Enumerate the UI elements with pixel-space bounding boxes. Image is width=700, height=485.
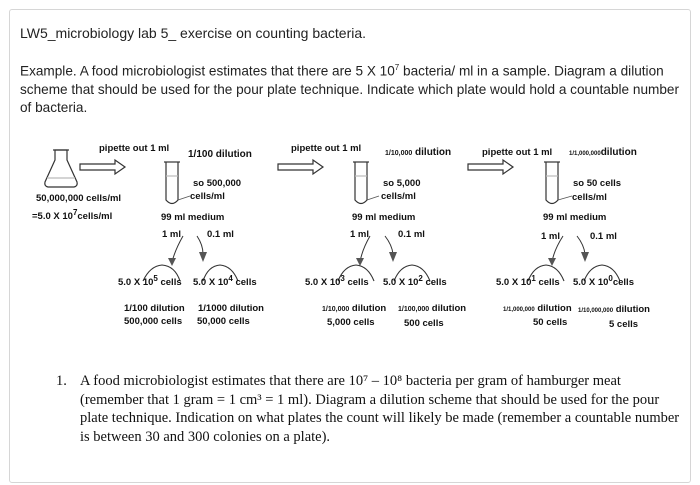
tube-3-vol-left: 1 ml: [541, 231, 561, 242]
dilution-label-2: 1/10,000 dilution: [385, 147, 452, 158]
question-text: A food microbiologist estimates that there are 10⁷ – 10⁸ bacteria per gram of hamburger meat (remember that 1 gram = 1 cm³ = 1 ml). Diagram a dilution scheme that should be used for the pour plate technique. Indication on what plates the count will likely be made (remember a countable number is between 30 and 300 colonies on a plate).: [80, 373, 680, 445]
plate-2b-label: 5.0 X $10^2$ cells: [383, 274, 447, 289]
pipette-drop-icons: [168, 252, 589, 266]
tube-1-medium: 99 ml medium: [161, 212, 225, 223]
plate-transfer-lines: [172, 236, 585, 262]
plate-3a-label: 5.0 X $10^1$ cells: [496, 274, 560, 289]
example-text-end: bacteria/ ml in a sample. Diagram a dilution scheme that should be used for the pour plate technique. Indicate which plate would hold a countable number of bacteria.: [20, 63, 679, 115]
tube-1-vol-left: 1 ml: [162, 229, 182, 240]
tube-3-so-text: so 50 cells: [573, 178, 622, 189]
plate-1a-label: 5.0 X $10^5$ cells: [118, 274, 182, 289]
plate-3b-count: 5 cells: [609, 319, 639, 330]
start-concentration-sci: =5.0 X $10^7cells/ml$: [32, 208, 113, 223]
plate-1b-count: 50,000 cells: [197, 316, 250, 327]
transfer-arrow-1: [80, 160, 125, 174]
tube-2-vol-left: 1 ml: [350, 229, 370, 240]
tube-2-vol-right: 0.1 ml: [398, 229, 425, 240]
plate-3a-dilution: 1/1,000,000 dilution: [503, 303, 572, 314]
transfer-arrow-2: [278, 160, 323, 174]
tube-1-vol-right: 0.1 ml: [207, 229, 234, 240]
dilution-tube-icon: [544, 162, 560, 204]
plate-1a-dilution: 1/100 dilution: [124, 303, 185, 314]
example-text-start: Example. A food microbiologist estimates that there are 5 X 10: [20, 63, 395, 79]
tube-1-so-text: so 500,000: [193, 178, 242, 189]
tube-2-so-text: so 5,000: [383, 178, 421, 189]
tube-1-cells: cells/ml: [190, 191, 225, 202]
dilution-tube-icon: [353, 162, 369, 204]
plate-2a-label: 5.0 X $10^3$ cells: [305, 274, 369, 289]
plate-2b-count: 500 cells: [404, 318, 444, 329]
plate-3b-label: 5.0 X $10^0cells$: [573, 274, 634, 289]
tube-3-vol-right: 0.1 ml: [590, 231, 617, 242]
tube-2-medium: 99 ml medium: [352, 212, 416, 223]
dilution-label-3: 1/1,000,000dilution: [569, 147, 637, 158]
example-exponent: 7: [394, 63, 400, 72]
plate-1b-label: 5.0 X $10^4$ cells: [193, 274, 257, 289]
plate-1a-count: 500,000 cells: [124, 316, 183, 327]
tube-3-medium: 99 ml medium: [543, 212, 607, 223]
plate-3b-dilution: 1/10,000,000 dilution: [578, 304, 650, 315]
worksheet-title: LW5_microbiology lab 5_ exercise on counting bacteria.: [20, 25, 367, 41]
question-number: 1.: [56, 373, 67, 389]
flask-icon: [45, 150, 77, 187]
tube-3-cells: cells/ml: [572, 192, 607, 203]
tube-2-cells: cells/ml: [381, 191, 416, 202]
pipette-label-2: pipette out 1 ml: [291, 143, 362, 154]
plate-2a-count: 5,000 cells: [327, 317, 375, 328]
dilution-label-1: 1/100 dilution: [188, 149, 252, 160]
pipette-label-3: pipette out 1 ml: [482, 147, 553, 158]
dilution-tube-icon: [164, 162, 180, 204]
pipette-label-1: pipette out 1 ml: [99, 143, 170, 154]
transfer-arrow-3: [468, 160, 513, 174]
plate-3a-count: 50 cells: [533, 317, 568, 328]
plate-2b-dilution: 1/100,000 dilution: [398, 303, 467, 314]
plate-1b-dilution: 1/1000 dilution: [198, 303, 264, 314]
plate-2a-dilution: 1/10,000 dilution: [322, 303, 387, 314]
pointer-lines: [178, 196, 572, 200]
start-concentration: 50,000,000 cells/ml: [36, 193, 122, 204]
